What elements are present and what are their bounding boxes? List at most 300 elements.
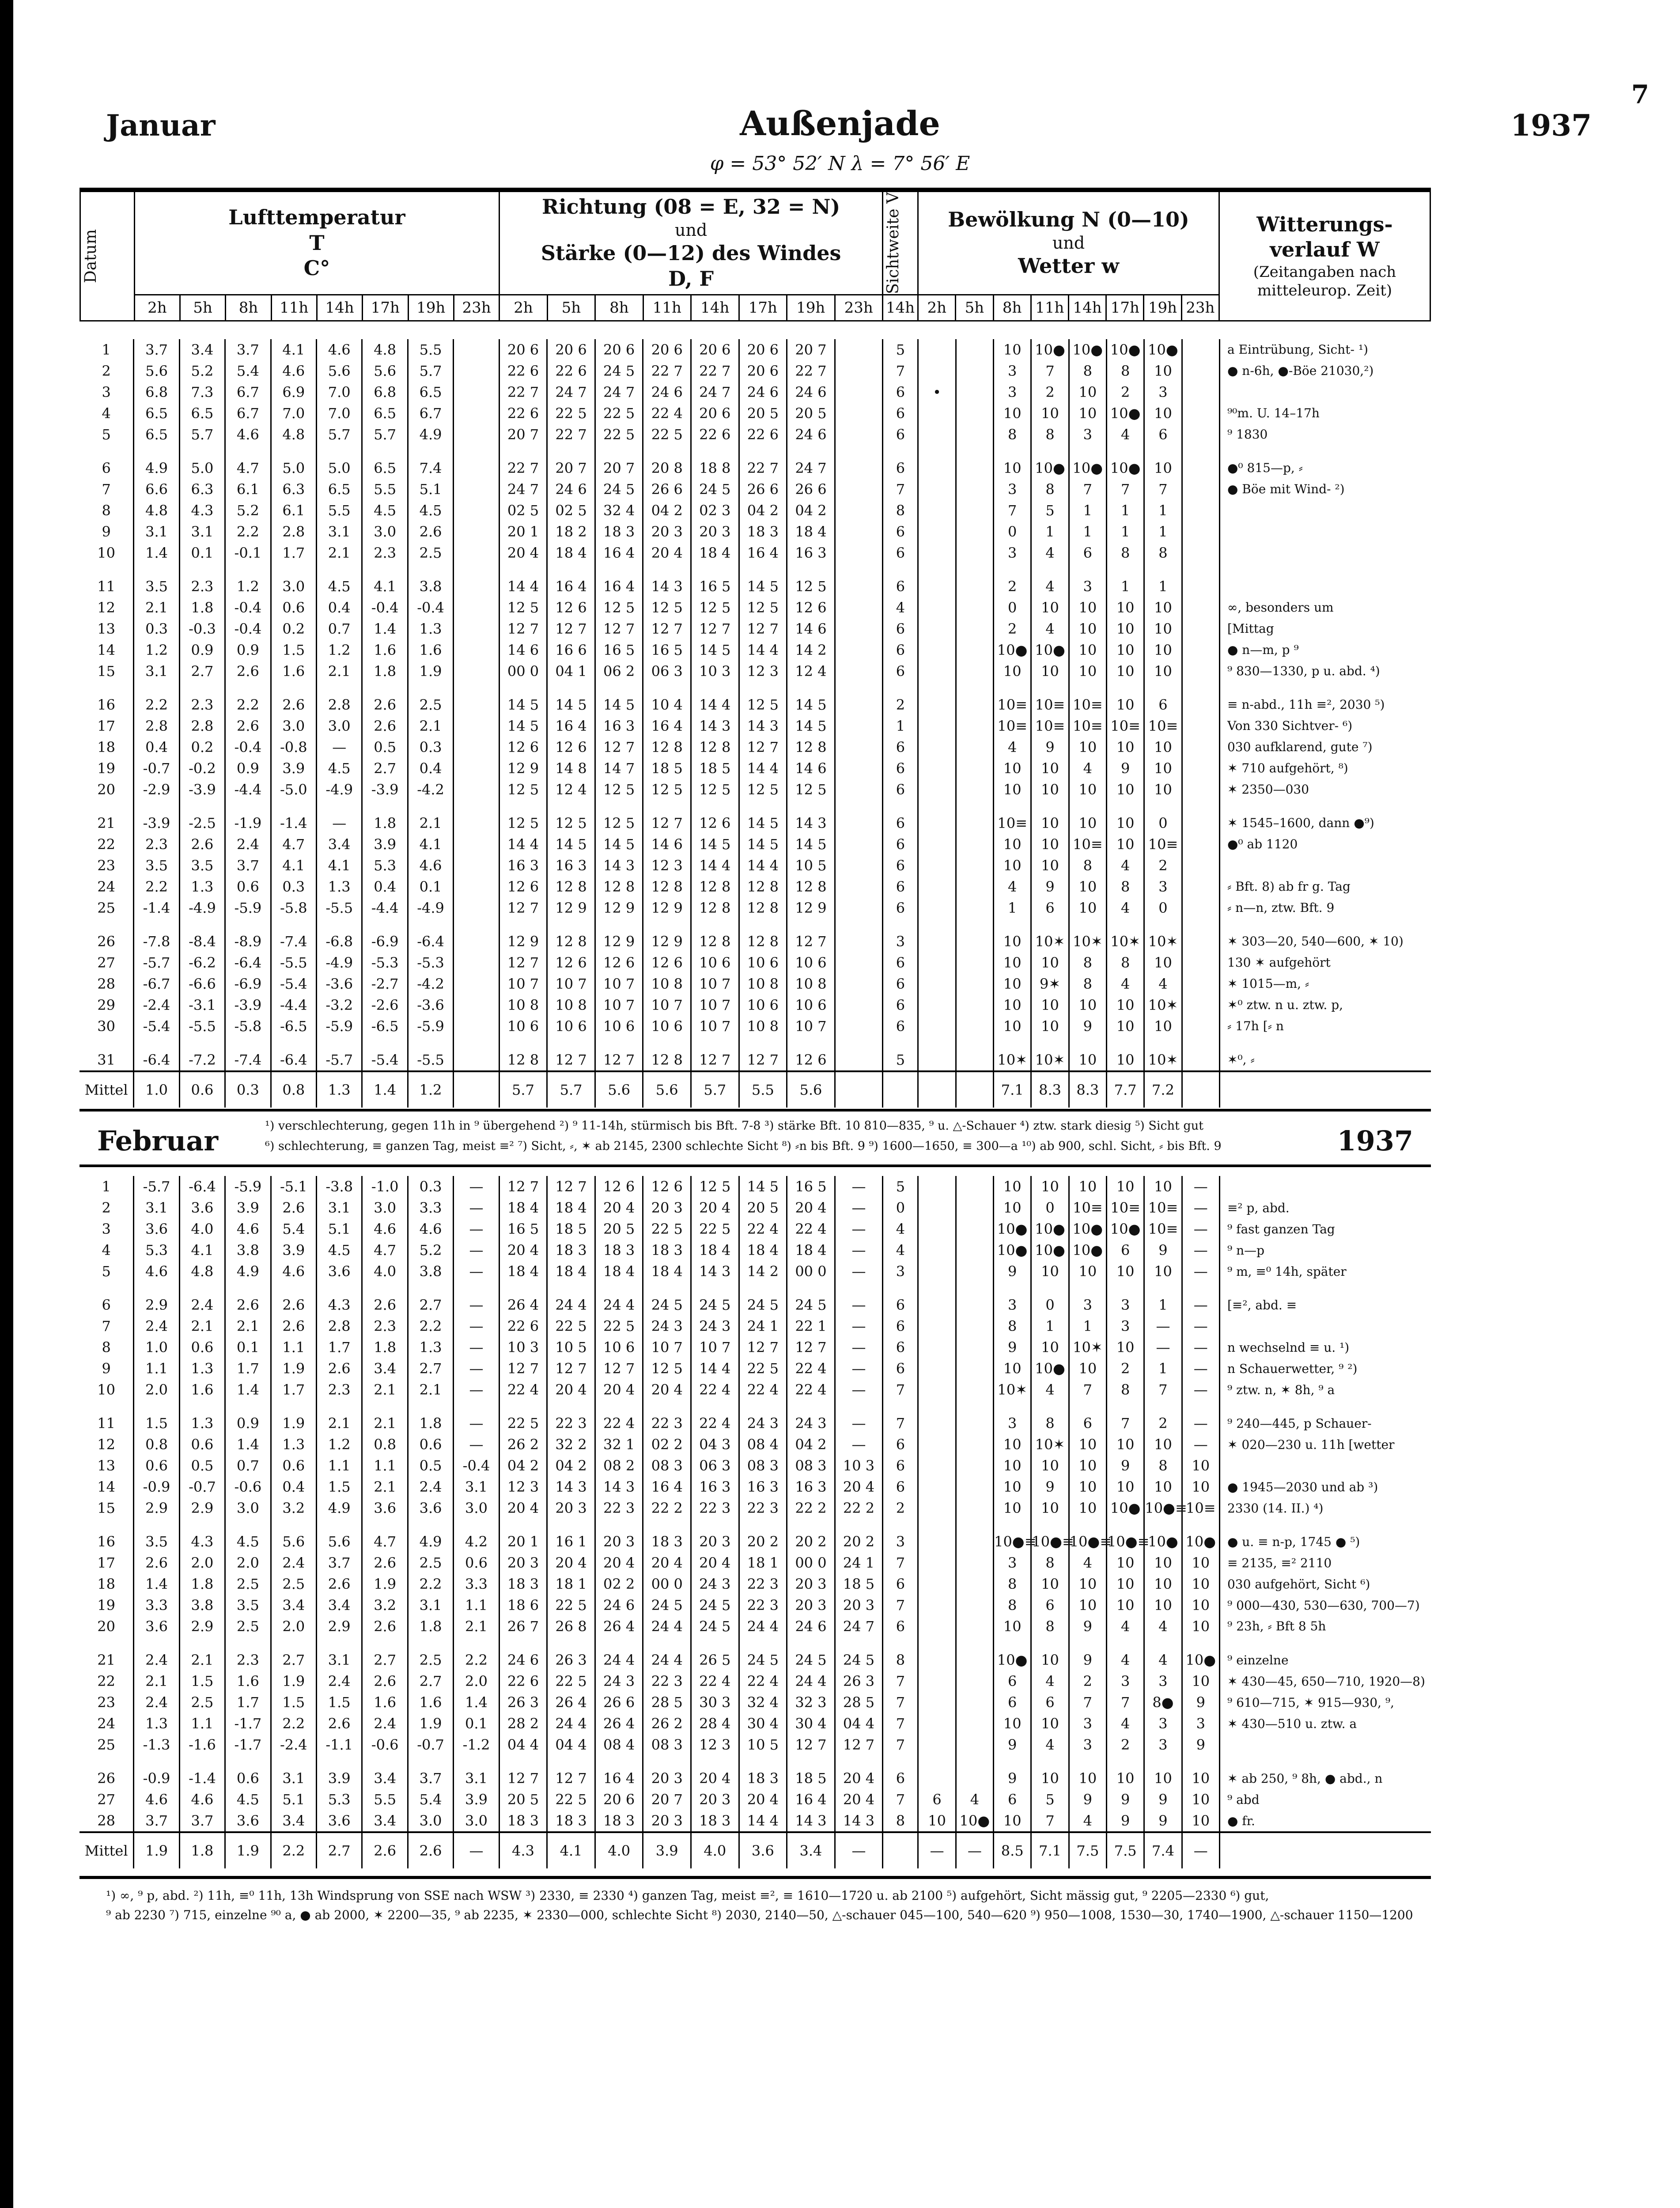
temperature-cell: 3.0 <box>225 1497 271 1519</box>
cloud-cell <box>1182 479 1219 500</box>
cloud-cell <box>918 973 956 994</box>
wind-cell: 22 7 <box>739 457 787 479</box>
temperature-cell: 0.2 <box>271 618 316 639</box>
cloud-cell: 10 <box>1031 994 1069 1016</box>
cloud-cell <box>956 1573 993 1595</box>
temperature-cell: 2.6 <box>362 1616 408 1637</box>
cloud-cell: 7 <box>994 500 1031 521</box>
wind-cell: — <box>835 1197 883 1218</box>
wind-cell: 12 7 <box>739 618 787 639</box>
temperature-cell: -2.9 <box>134 779 179 800</box>
wind-cell: 20 4 <box>595 1379 643 1400</box>
wind-cell: 22 4 <box>691 1379 739 1400</box>
temperature-cell: 4.1 <box>317 855 362 876</box>
temperature-cell: -6.5 <box>271 1016 316 1037</box>
temperature-cell: -4.4 <box>362 897 408 919</box>
temperature-cell: 3.7 <box>225 855 271 876</box>
cloud-cell: 10 <box>994 661 1031 682</box>
weather-remark: ✶ 1545–1600, dann ●⁹) <box>1219 813 1431 834</box>
wind-cell: 14 2 <box>787 639 835 661</box>
temperature-cell: 2.1 <box>179 1316 225 1337</box>
wind-cell: 4.1 <box>547 1832 595 1868</box>
cloud-cell <box>956 1358 993 1379</box>
temperature-cell: -4.9 <box>408 897 453 919</box>
temperature-cell: 0.7 <box>317 618 362 639</box>
wind-cell: 20 5 <box>499 1789 547 1810</box>
wind-cell: 04 2 <box>787 500 835 521</box>
wind-cell: 14 5 <box>595 834 643 855</box>
wind-cell: 20 3 <box>595 1531 643 1552</box>
wind-cell: 22 5 <box>595 1316 643 1337</box>
temperature-cell: 3.3 <box>454 1573 499 1595</box>
cloud-cell <box>956 994 993 1016</box>
wind-cell: 24 5 <box>835 1649 883 1671</box>
temperature-cell: -4.2 <box>408 973 453 994</box>
temperature-cell: -3.9 <box>179 779 225 800</box>
wind-cell: 12 7 <box>787 1337 835 1358</box>
wind-cell: 24 6 <box>547 479 595 500</box>
wind-cell: 20 2 <box>739 1531 787 1552</box>
wind-cell: 20 4 <box>595 1552 643 1573</box>
cloud-cell: 1 <box>1107 500 1144 521</box>
wind-cell: 16 4 <box>739 542 787 563</box>
wind-cell: 14 5 <box>787 715 835 737</box>
temperature-cell: 5.7 <box>179 424 225 445</box>
temperature-cell: 1.1 <box>317 1455 362 1476</box>
wind-cell: 18 3 <box>643 1240 691 1261</box>
temperature-cell: 0.3 <box>408 1176 453 1197</box>
wind-cell: 20 6 <box>499 339 547 360</box>
cloud-cell <box>956 1337 993 1358</box>
weather-remark: ⁹ 000—430, 530—630, 700—7) <box>1219 1595 1431 1616</box>
cloud-cell: 7 <box>1069 1379 1106 1400</box>
wind-cell: 22 5 <box>595 403 643 424</box>
weather-remark <box>1219 1832 1431 1868</box>
temperature-cell: 2.0 <box>454 1671 499 1692</box>
wind-cell: — <box>835 1240 883 1261</box>
temperature-cell: 5.1 <box>271 1789 316 1810</box>
cloud-cell <box>918 1455 956 1476</box>
wind-cell: 20 7 <box>643 1789 691 1810</box>
temperature-cell: 3.7 <box>134 1810 179 1832</box>
temperature-cell: 2.3 <box>362 542 408 563</box>
cloud-cell: 3 <box>994 479 1031 500</box>
temperature-cell: 3.0 <box>271 576 316 597</box>
weather-remark: ✶⁰ ztw. n u. ztw. p, <box>1219 994 1431 1016</box>
temperature-cell <box>454 834 499 855</box>
day-row <box>79 639 1431 661</box>
wind-cell: 24 5 <box>643 1595 691 1616</box>
wind-cell: 24 7 <box>787 457 835 479</box>
day-row <box>79 931 1431 952</box>
temperature-cell: 1.9 <box>408 661 453 682</box>
wind-cell: 24 5 <box>739 1294 787 1316</box>
wind-cell: 24 5 <box>691 1595 739 1616</box>
cloud-cell: 10 <box>994 1434 1031 1455</box>
wind-cell: 12 7 <box>739 1049 787 1071</box>
wind-cell: 22 3 <box>643 1671 691 1692</box>
wind-cell <box>835 360 883 382</box>
wind-cell: 08 3 <box>643 1734 691 1755</box>
wind-cell: 20 7 <box>499 424 547 445</box>
wind-cell: 20 3 <box>691 521 739 542</box>
wind-cell: 12 8 <box>739 876 787 897</box>
cloud-cell: 3 <box>1069 576 1106 597</box>
temperature-cell: 6.5 <box>317 479 362 500</box>
hour-label-cloud: 23h <box>1181 295 1219 321</box>
day-number: 15 <box>97 662 116 680</box>
temperature-cell: 1.7 <box>271 1379 316 1400</box>
station-title: Außenjade <box>740 104 940 143</box>
wind-cell: 22 5 <box>547 403 595 424</box>
cloud-cell: 9 <box>1144 1789 1182 1810</box>
temperature-cell <box>454 694 499 715</box>
wind-cell: 20 4 <box>691 1552 739 1573</box>
temperature-cell: 2.6 <box>225 661 271 682</box>
day-row <box>79 1197 1431 1218</box>
wind-cell: 12 8 <box>787 876 835 897</box>
day-number: 17 <box>97 717 116 734</box>
temperature-cell: 1.2 <box>317 1434 362 1455</box>
cloud-cell <box>956 1595 993 1616</box>
cloud-cell: 2 <box>1144 855 1182 876</box>
temperature-cell: 4.6 <box>225 424 271 445</box>
temperature-cell: 1.9 <box>362 1573 408 1595</box>
cloud-cell: 10 <box>994 855 1031 876</box>
weather-remark: ✶ 2350—030 <box>1219 779 1431 800</box>
temperature-cell: 3.4 <box>179 339 225 360</box>
temperature-cell: 3.4 <box>362 1768 408 1789</box>
wind-cell: 12 7 <box>547 618 595 639</box>
weather-remark: a Eintrübung, Sicht- ¹) <box>1219 339 1431 360</box>
temperature-cell: 1.9 <box>408 1713 453 1734</box>
wind-cell: 08 4 <box>595 1734 643 1755</box>
wind-cell: 22 7 <box>547 424 595 445</box>
temperature-cell <box>454 382 499 403</box>
cloud-cell: 10 <box>1144 1552 1182 1573</box>
cloud-cell: 10 <box>1144 1573 1182 1595</box>
cloud-cell <box>1182 521 1219 542</box>
weather-remark <box>1219 1071 1431 1108</box>
temperature-cell: — <box>454 1413 499 1434</box>
wind-cell: 10 6 <box>595 1016 643 1037</box>
wind-cell: 20 3 <box>643 1197 691 1218</box>
temperature-cell: -5.4 <box>271 973 316 994</box>
wind-cell: 18 3 <box>595 1240 643 1261</box>
cloud-cell: 10● <box>994 1240 1031 1261</box>
temperature-cell: 3.1 <box>408 1595 453 1616</box>
temperature-cell: 5.5 <box>362 479 408 500</box>
cloud-cell: 6 <box>994 1692 1031 1713</box>
wind-cell: 04 2 <box>547 1455 595 1476</box>
cloud-cell: 5 <box>1031 500 1069 521</box>
wind-cell: 22 3 <box>739 1497 787 1519</box>
temperature-cell: 1.9 <box>271 1413 316 1434</box>
temperature-cell: 4.9 <box>317 1497 362 1519</box>
cloud-cell <box>1182 576 1219 597</box>
wind-cell: 4.0 <box>595 1832 643 1868</box>
wind-cell: 18 4 <box>691 542 739 563</box>
temperature-cell: 1.8 <box>362 813 408 834</box>
temperature-cell <box>454 521 499 542</box>
visibility-cell: 6 <box>883 424 918 445</box>
wind-cell: 14 5 <box>547 834 595 855</box>
temperature-cell <box>454 952 499 973</box>
temperature-cell: 0.5 <box>179 1455 225 1476</box>
temperature-cell: 6.5 <box>408 382 453 403</box>
cloud-cell: 9 <box>1031 1476 1069 1497</box>
cloud-cell: 7 <box>1107 1413 1144 1434</box>
wind-cell <box>835 339 883 360</box>
cloud-cell: 4 <box>1107 973 1144 994</box>
wind-cell <box>835 382 883 403</box>
wind-cell: 10 7 <box>643 994 691 1016</box>
cloud-cell <box>918 1476 956 1497</box>
cloud-cell <box>918 931 956 952</box>
cloud-cell: 10● <box>1069 457 1106 479</box>
weather-remark: ⁹ 610—715, ✶ 915—930, ⁹, <box>1219 1692 1431 1713</box>
temperature-cell: — <box>454 1358 499 1379</box>
cloud-cell: 7 <box>1144 479 1182 500</box>
temperature-cell: 4.5 <box>317 576 362 597</box>
temperature-cell: 5.0 <box>179 457 225 479</box>
cloud-cell: 10≡ <box>1031 694 1069 715</box>
wind-cell: 24 6 <box>787 424 835 445</box>
temperature-cell: 6.1 <box>271 500 316 521</box>
cloud-cell: 4 <box>1069 758 1106 779</box>
day-row <box>79 1768 1431 1789</box>
cloud-cell <box>918 1176 956 1197</box>
day-row <box>79 1379 1431 1400</box>
wind-cell: 10 8 <box>787 973 835 994</box>
wind-cell: 22 5 <box>739 1358 787 1379</box>
wind-cell: 14 3 <box>643 576 691 597</box>
day-number: 11 <box>97 578 116 595</box>
wind-cell: 14 4 <box>499 576 547 597</box>
day-row <box>79 1294 1431 1316</box>
wind-cell: 14 4 <box>739 639 787 661</box>
cloud-cell: 6 <box>1031 897 1069 919</box>
day-row <box>79 715 1431 737</box>
cloud-cell <box>918 897 956 919</box>
cloud-cell: 10● <box>994 1218 1031 1240</box>
temperature-cell: 3.2 <box>362 1595 408 1616</box>
temperature-cell: 4.5 <box>225 1789 271 1810</box>
temperature-cell: 3.5 <box>134 855 179 876</box>
cloud-cell <box>918 639 956 661</box>
temperature-cell: -1.1 <box>317 1734 362 1755</box>
cloud-cell: 10● <box>1031 339 1069 360</box>
cloud-cell: 1 <box>1144 1294 1182 1316</box>
wind-cell: 16 5 <box>691 576 739 597</box>
cloud-cell: 10✶ <box>994 1379 1031 1400</box>
wind-cell: 12 7 <box>595 737 643 758</box>
wind-cell: 28 5 <box>643 1692 691 1713</box>
weather-remark: ⁹ einzelne <box>1219 1649 1431 1671</box>
wind-cell: 16 6 <box>547 639 595 661</box>
visibility-cell: 7 <box>883 1552 918 1573</box>
temperature-cell: 2.7 <box>408 1358 453 1379</box>
wind-cell: 16 3 <box>787 542 835 563</box>
day-row <box>79 694 1431 715</box>
weather-remark: ✶ 430—45, 650—710, 1920—8) <box>1219 1671 1431 1692</box>
cloud-cell: 8 <box>994 1316 1031 1337</box>
wind-cell: 20 6 <box>739 360 787 382</box>
temperature-cell: 6.7 <box>408 403 453 424</box>
temperature-cell: 3.8 <box>225 1240 271 1261</box>
cloud-cell: 9 <box>1107 1810 1144 1832</box>
weather-remark: ⁹⁰m. U. 14–17h <box>1219 403 1431 424</box>
temperature-cell: 0.1 <box>454 1713 499 1734</box>
wind-cell: 20 4 <box>691 1768 739 1789</box>
cloud-cell <box>918 1294 956 1316</box>
cloud-cell: — <box>1182 1261 1219 1282</box>
temperature-cell: 3.1 <box>454 1476 499 1497</box>
cloud-cell: 2 <box>1069 1671 1106 1692</box>
temperature-cell: 3.9 <box>271 1240 316 1261</box>
wind-cell: 22 3 <box>547 1413 595 1434</box>
temperature-cell: -5.8 <box>271 897 316 919</box>
temperature-cell: 2.1 <box>362 1413 408 1434</box>
wind-cell: 12 8 <box>691 876 739 897</box>
wind-cell: 12 6 <box>547 737 595 758</box>
wind-cell: 06 3 <box>643 661 691 682</box>
temperature-cell: 2.1 <box>134 1671 179 1692</box>
cloud-cell: 1 <box>1107 576 1144 597</box>
cloud-cell <box>1182 931 1219 952</box>
temperature-cell: 4.9 <box>408 424 453 445</box>
cloud-cell: 10 <box>1031 1337 1069 1358</box>
cloud-cell <box>918 1573 956 1595</box>
wind-cell: 18 5 <box>643 758 691 779</box>
cloud-cell <box>1182 500 1219 521</box>
cloud-cell: 10≡ <box>1107 1197 1144 1218</box>
temperature-cell: — <box>454 1261 499 1282</box>
cloud-cell: 10 <box>1107 1434 1144 1455</box>
temperature-cell: 0.6 <box>179 1434 225 1455</box>
temperature-cell: 0.6 <box>454 1552 499 1573</box>
cloud-cell: 10 <box>994 339 1031 360</box>
weather-remark: ≡² p, abd. <box>1219 1197 1431 1218</box>
weather-remark: ⸗ n—n, ztw. Bft. 9 <box>1219 897 1431 919</box>
visibility-cell: 6 <box>883 1573 918 1595</box>
cloud-cell: 1 <box>1144 1358 1182 1379</box>
temperature-cell: 3.1 <box>317 1649 362 1671</box>
temperature-cell: 3.0 <box>362 1197 408 1218</box>
temperature-cell: -0.6 <box>225 1476 271 1497</box>
cloud-cell <box>956 1176 993 1197</box>
temperature-cell: -5.5 <box>271 952 316 973</box>
visibility-cell <box>883 1832 918 1868</box>
cloud-cell: 10≡ <box>994 694 1031 715</box>
temperature-cell: 6.5 <box>362 457 408 479</box>
day-number: 13 <box>97 1457 116 1474</box>
wind-cell <box>835 834 883 855</box>
cloud-cell: 4 <box>1107 897 1144 919</box>
wind-cell: 16 3 <box>691 1476 739 1497</box>
row-spacer <box>79 682 1431 694</box>
wind-cell: 20 5 <box>739 1197 787 1218</box>
temperature-cell: 2.1 <box>225 1316 271 1337</box>
header-datum: Datum <box>80 192 135 321</box>
visibility-cell <box>883 1071 918 1108</box>
cloud-cell <box>956 1261 993 1282</box>
month-title: Januar <box>106 108 216 143</box>
wind-cell <box>835 952 883 973</box>
temperature-cell: 1.4 <box>362 1071 408 1108</box>
temperature-cell: 3.9 <box>317 1768 362 1789</box>
wind-cell <box>835 876 883 897</box>
hour-label-cloud: 19h <box>1144 295 1181 321</box>
temperature-cell: -5.8 <box>225 1016 271 1037</box>
cloud-cell <box>918 1049 956 1071</box>
temperature-cell: 2.6 <box>408 1832 453 1868</box>
cloud-cell: 10 <box>1144 758 1182 779</box>
temperature-cell: — <box>454 1240 499 1261</box>
temperature-cell: -0.6 <box>362 1734 408 1755</box>
wind-cell: 12 5 <box>739 779 787 800</box>
visibility-cell: 6 <box>883 1476 918 1497</box>
weather-remark <box>1219 521 1431 542</box>
temperature-cell: 3.9 <box>454 1789 499 1810</box>
wind-cell: 12 8 <box>499 1049 547 1071</box>
temperature-cell: -7.2 <box>179 1049 225 1071</box>
wind-cell: 18 4 <box>547 1197 595 1218</box>
wind-cell: 14 6 <box>499 639 547 661</box>
day-row <box>79 1531 1431 1552</box>
wind-cell: — <box>835 1294 883 1316</box>
temperature-cell: 4.9 <box>134 457 179 479</box>
wind-cell: 20 2 <box>787 1531 835 1552</box>
wind-cell: 12 8 <box>547 876 595 897</box>
cloud-cell: 10 <box>1182 1789 1219 1810</box>
day-row <box>79 1434 1431 1455</box>
wind-cell: 12 7 <box>691 1049 739 1071</box>
wind-cell: 24 7 <box>835 1616 883 1637</box>
cloud-cell <box>1182 639 1219 661</box>
wind-cell: 26 6 <box>787 479 835 500</box>
weather-remark <box>1219 1734 1431 1755</box>
cloud-cell <box>956 1049 993 1071</box>
temperature-cell: 5.6 <box>134 360 179 382</box>
wind-cell: 20 6 <box>643 339 691 360</box>
cloud-cell <box>956 1294 993 1316</box>
cloud-cell <box>956 855 993 876</box>
cloud-cell: 10 <box>1069 1049 1106 1071</box>
wind-cell: 00 0 <box>787 1261 835 1282</box>
temperature-cell: -5.0 <box>271 779 316 800</box>
temperature-cell: 3.6 <box>408 1497 453 1519</box>
temperature-cell: 4.7 <box>362 1531 408 1552</box>
temperature-cell: 2.1 <box>317 1413 362 1434</box>
temperature-cell: 5.5 <box>362 1789 408 1810</box>
wind-cell: 32 1 <box>595 1434 643 1455</box>
temperature-cell: 1.5 <box>271 1692 316 1713</box>
wind-cell: 22 5 <box>643 1218 691 1240</box>
cloud-cell <box>956 597 993 618</box>
cloud-cell <box>918 952 956 973</box>
wind-cell: 28 4 <box>691 1713 739 1734</box>
cloud-cell: 10 <box>1031 403 1069 424</box>
cloud-cell <box>956 1434 993 1455</box>
temperature-cell: 0.1 <box>408 876 453 897</box>
wind-cell: 26 7 <box>499 1616 547 1637</box>
temperature-cell: 2.7 <box>317 1832 362 1868</box>
weather-remark: ⸗ Bft. 8) ab fr g. Tag <box>1219 876 1431 897</box>
cloud-cell <box>918 1497 956 1519</box>
wind-cell: 12 6 <box>547 952 595 973</box>
wind-cell: 24 7 <box>691 382 739 403</box>
